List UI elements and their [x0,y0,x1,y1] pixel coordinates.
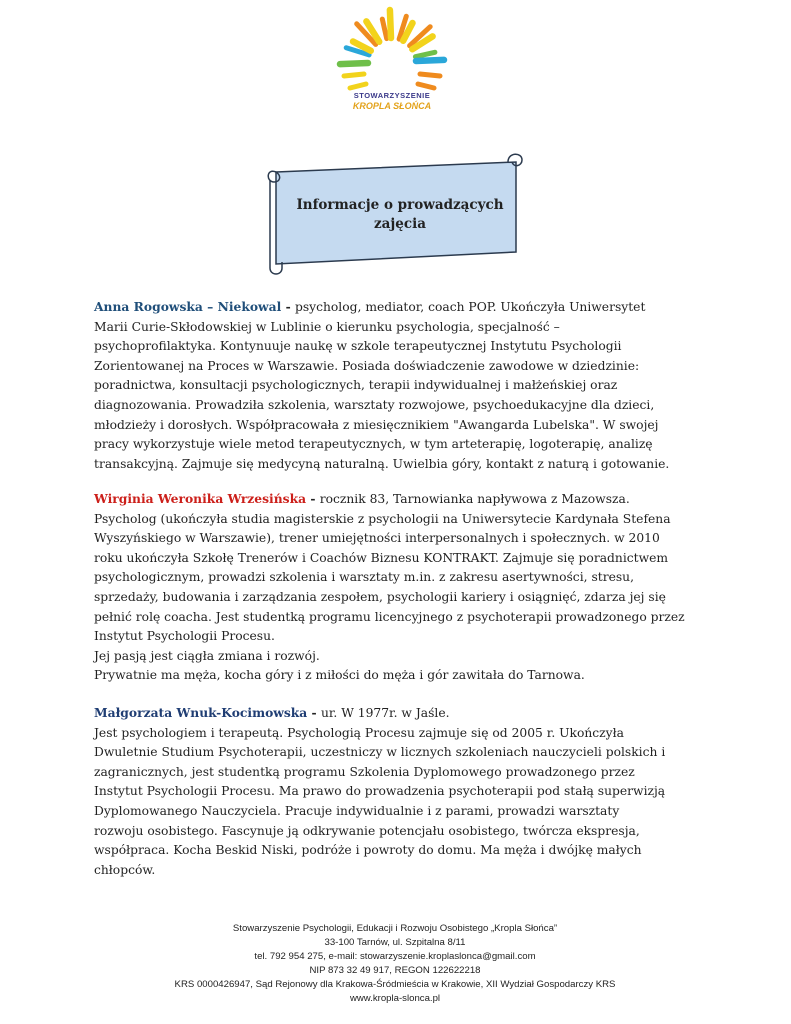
bio-line: poradnictwa, konsultacji psychologicznych, terapii indywidualnej i małżeńskiej oraz [94,378,618,393]
bio-line: Psycholog (ukończyła studia magisterskie z psychologii na Uniwersytecie Kardynała Stefena [94,511,671,526]
bio-line: rozwoju osobistego. Fascynuje ją odkrywanie potencjału osobistego, twórcza ekspresja, [94,823,640,838]
sun-ray [382,19,386,38]
person-name: Anna Rogowska – Niekowal [94,299,282,314]
sun-ray [350,84,366,88]
bio-first-line [94,489,734,510]
bio-line: Instytut Psychologii Procesu. Ma prawo do prowadzenia psychoterapii pod stałą superwizją [94,784,666,799]
bio-line: Wyszyńskiego w Warszawie), trener umiejętności interpersonalnych i społecznych. w 2010 [94,531,660,546]
sun-ray [416,60,444,61]
sun-ray [390,10,391,38]
person-name: Małgorzata Wnuk-Kocimowska [94,705,308,720]
bio-line: Jej pasją jest ciągła zmiana i rozwój. [94,648,320,663]
bio-first-line [94,703,734,724]
banner-title-line1: Informacje o prowadzących [296,197,504,213]
bio-line: Dwuletnie Studium Psychoterapii, uczestniczy w licznych szkoleniach nauczycieli polskich i [94,745,666,760]
bio-line: Dyplomowanego Nauczyciela. Pracuje indywidualnie i z parami, prowadzi warsztaty [94,803,620,818]
logo-title-line1: STOWARZYSZENIE [353,91,431,100]
banner-title-line2: zajęcia [374,216,426,232]
footer-registry: KRS 0000426947, Sąd Rejonowy dla Krakowa-Śródmieścia w Krakowie, XII Wydział Gospodarczy KRS [174,979,616,990]
bio-malgorzata-wnuk-kocimowska [94,703,734,880]
bio-anna-rogowska [94,297,734,474]
bio-line: psycholog, mediator, coach POP. Ukończyła Uniwersytet [294,300,646,314]
bio-line: zagranicznych, jest studentką programu Szkolenia Dyplomowego prowadzonego przez [94,764,635,779]
bio-line: Instytut Psychologii Procesu. [94,629,275,644]
footer-website[interactable]: www.kropla-slonca.pl [349,993,441,1004]
bio-line: sprzedaży, budowania i zarządzania zespołem, psychologii kariery i osiągnięć, zdarza jej się [94,589,666,604]
sun-ray [415,52,435,56]
bio-line: chłopców. [94,862,156,877]
footer-tax-ids: NIP 873 32 49 917, REGON 122622218 [309,965,481,976]
bio-line: transakcyjną. Zajmuje się medycyną naturalną. Uwielbia góry, kontakt z naturą i gotowanie. [94,456,670,471]
bio-first-line [94,297,734,318]
bio-line: rocznik 83, Tarnowianka napływowa z Mazowsza. [319,492,630,506]
sun-ray [418,84,434,88]
bio-line: Zorientowanej na Proces w Warszawie. Posiada doświadczenie zawodowe w dziedzinie: [94,358,640,373]
bio-line: diagnozowania. Prowadziła szkolenia, warsztaty rozwojowe, psychoedukacyjne dla dzieci, [94,397,655,412]
bio-line: roku ukończyła Szkołę Trenerów i Coachów Biznesu KONTRAKT. Zajmuje się poradnictwem [94,550,669,565]
name-separator: - [306,491,320,506]
person-name: Wirginia Weronika Wrzesińska [94,491,307,506]
bio-line: pracy wykorzystuje wiele metod terapeutycznych, w tym arteterapię, logoterapię, analizę [94,437,653,452]
bio-wirginia-wrzesinska [94,489,734,686]
bio-line: współpraca. Kocha Beskid Niski, podróże i powroty do domu. Ma męża i dwójkę małych [94,843,642,858]
footer-address: 33-100 Tarnów, ul. Szpitalna 8/11 [324,937,466,948]
banner-title [290,196,510,234]
bio-line: młodzieży i dorosłych. Współpracowała z miesięcznikiem "Awangarda Lubelska". W swojej [94,417,659,432]
bio-line: ur. W 1977r. w Jaśle. [320,706,450,720]
bio-line: Marii Curie-Skłodowskiej w Lublinie o kierunku psychologia, specjalność – [94,319,560,334]
bio-line: psychologicznym, prowadzi szkolenia i warsztaty m.in. z zakresu asertywności, stresu, [94,570,634,585]
sun-ray [340,63,368,64]
footer [95,922,695,1006]
bio-line: pełnić rolę coacha. Jest studentką programu licencyjnego z psychoterapii prowadzonego przez [94,609,685,624]
bio-line: Prywatnie ma męża, kocha góry i z miłości do męża i gór zawitała do Tarnowa. [94,668,585,683]
sun-ray [344,74,364,76]
footer-organization: Stowarzyszenie Psychologii, Edukacji i Rozwoju Osobistego „Kropla Słońca” [232,923,558,934]
footer-contact: tel. 792 954 275, e-mail: stowarzyszenie.kroplaslonca@gmail.com [254,951,536,962]
sun-ray [420,74,440,76]
bio-line: Jest psychologiem i terapeutą. Psychologią Procesu zajmuje się od 2005 r. Ukończyła [94,725,624,740]
name-separator: - [307,705,321,720]
name-separator: - [281,299,295,314]
logo-title-line2: KROPLA SŁOŃCA [352,101,432,111]
bio-line: psychoprofilaktyka. Kontynuuje naukę w szkole terapeutycznej Instytutu Psychologii [94,339,622,354]
